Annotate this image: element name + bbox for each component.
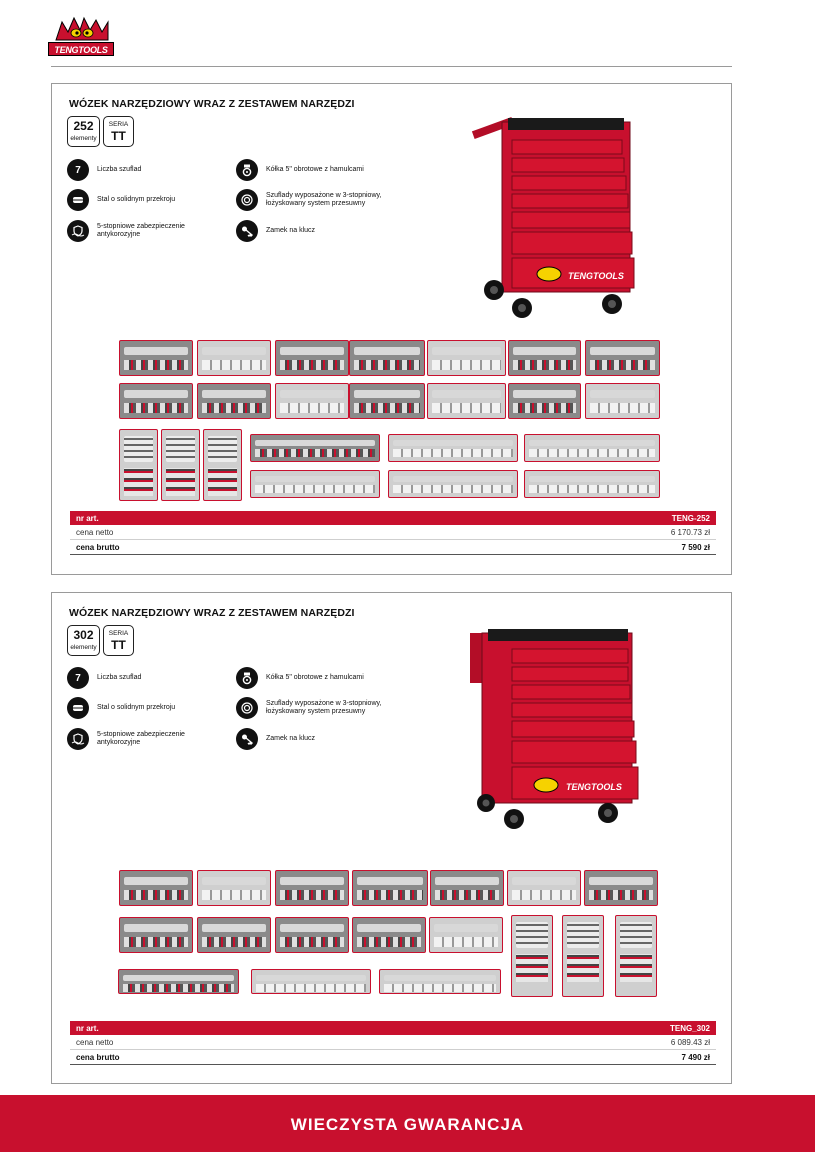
series-value: TT <box>111 638 126 652</box>
gross-price-row <box>70 540 716 555</box>
tool-tray-image <box>508 383 581 419</box>
tool-tray-image <box>197 383 271 419</box>
feature-label: Stal o solidnym przekroju <box>97 703 176 711</box>
gross-price-label: cena brutto <box>76 1052 120 1062</box>
tengtools-logo <box>48 14 118 56</box>
tool-tray-image <box>251 969 371 994</box>
slides-icon <box>236 189 258 211</box>
tool-tray-image <box>524 470 660 498</box>
logo-text: TENGTOOLS <box>48 42 114 56</box>
feature-label: Zamek na klucz <box>266 226 316 234</box>
tool-tray-image <box>507 870 581 906</box>
product-title: WÓZEK NARZĘDZIOWY WRAZ Z ZESTAWEM NARZĘDZI <box>69 607 355 619</box>
tool-tray-image <box>615 915 657 997</box>
svg-text:TENGTOOLS: TENGTOOLS <box>568 271 624 281</box>
feature-label: Liczba szuflad <box>97 673 142 681</box>
feature-label: Kółka 5" obrotowe z hamulcami <box>266 673 364 681</box>
feature-label: Zamek na klucz <box>266 734 316 742</box>
tool-tray-image <box>352 917 426 953</box>
net-price-label: cena netto <box>76 1037 114 1047</box>
feature-lock <box>236 220 396 242</box>
series-value: TT <box>111 129 126 143</box>
tool-tray-image <box>119 340 193 376</box>
tool-tray-image <box>161 429 200 501</box>
tool-tray-image <box>511 915 553 997</box>
gross-price-label: cena brutto <box>76 542 120 552</box>
tool-tray-image <box>508 340 581 376</box>
steel-icon <box>67 697 89 719</box>
tool-tray-image <box>427 383 506 419</box>
item-number-label: nr art. <box>76 513 99 523</box>
series-badge <box>103 116 134 147</box>
item-number-label: nr art. <box>76 1023 99 1033</box>
price-table <box>70 1021 716 1065</box>
slides-icon <box>236 697 258 719</box>
tool-tray-image <box>275 917 349 953</box>
tool-tray-image <box>585 340 660 376</box>
series-badge <box>103 625 134 656</box>
tool-tray-image <box>275 340 349 376</box>
wheel-icon <box>236 667 258 689</box>
logo-devil-icon <box>54 16 110 42</box>
item-number: TENG-252 <box>671 513 710 523</box>
price-header-row <box>70 511 716 525</box>
tool-tray-image <box>349 340 425 376</box>
feature-wheels <box>236 159 396 181</box>
feature-label: Kółka 5" obrotowe z hamulcami <box>266 165 364 173</box>
gross-price-value: 7 590 zł <box>681 542 710 552</box>
tool-tray-image <box>388 434 518 462</box>
key-icon <box>236 728 258 750</box>
feature-label: Stal o solidnym przekroju <box>97 195 176 203</box>
tool-tray-image <box>118 969 239 994</box>
tool-tray-image <box>430 870 504 906</box>
tool-tray-image <box>524 434 660 462</box>
price-header-row <box>70 1021 716 1035</box>
tool-tray-image <box>119 429 158 501</box>
tool-tray-image <box>275 870 349 906</box>
feature-steel <box>67 697 227 719</box>
tool-tray-image <box>203 429 242 501</box>
product-card-302 <box>51 592 732 1084</box>
tool-tray-image <box>429 917 503 953</box>
feature-corrosion <box>67 220 227 242</box>
feature-label: 5-stopniowe zabezpieczenie antykorozyjne <box>97 222 185 238</box>
tool-tray-image <box>388 470 518 498</box>
drawers-count-icon: 7 <box>67 667 89 689</box>
tool-tray-image <box>197 870 271 906</box>
feature-label: Szuflady wyposażone w 3-stopniowy, łożyskowany system przesuwny <box>266 699 382 715</box>
element-label: elementy <box>70 644 97 651</box>
feature-label: Szuflady wyposażone w 3-stopniowy, łożyskowany system przesuwny <box>266 191 382 207</box>
feature-lock <box>236 728 396 750</box>
net-price-value: 6 089.43 zł <box>670 1037 710 1047</box>
tool-tray-image <box>119 917 193 953</box>
series-label: SERIA <box>108 121 129 128</box>
guarantee-banner: WIECZYSTA GWARANCJA <box>0 1095 815 1152</box>
element-count: 252 <box>73 119 94 133</box>
steel-icon <box>67 189 89 211</box>
tool-tray-image <box>584 870 658 906</box>
feature-drawers <box>67 159 227 181</box>
tool-tray-image <box>379 969 501 994</box>
header-divider <box>51 66 732 67</box>
tool-tray-image <box>585 383 660 419</box>
price-table <box>70 511 716 555</box>
tool-tray-image <box>119 870 193 906</box>
product-card-252 <box>51 83 732 575</box>
feature-label: Liczba szuflad <box>97 165 142 173</box>
svg-text:TENGTOOLS: TENGTOOLS <box>566 782 622 792</box>
tool-tray-image <box>275 383 349 419</box>
tool-tray-image <box>562 915 604 997</box>
tool-tray-image <box>427 340 506 376</box>
corrosion-shield-icon <box>67 728 89 750</box>
tool-cart-image <box>464 102 644 324</box>
gross-price-value: 7 490 zł <box>681 1052 710 1062</box>
tool-tray-image <box>197 340 271 376</box>
element-count-badge <box>67 625 100 656</box>
tool-tray-image <box>349 383 425 419</box>
net-price-row <box>70 525 716 540</box>
tool-tray-image <box>352 870 428 906</box>
tool-cart-image <box>462 623 644 833</box>
drawers-count-icon: 7 <box>67 159 89 181</box>
element-label: elementy <box>70 135 97 142</box>
feature-corrosion <box>67 728 227 750</box>
feature-label: 5-stopniowe zabezpieczenie antykorozyjne <box>97 730 185 746</box>
tool-tray-image <box>197 917 271 953</box>
feature-slides <box>236 189 396 211</box>
feature-drawers <box>67 667 227 689</box>
product-title: WÓZEK NARZĘDZIOWY WRAZ Z ZESTAWEM NARZĘDZI <box>69 98 355 110</box>
feature-wheels <box>236 667 396 689</box>
key-icon <box>236 220 258 242</box>
element-count-badge <box>67 116 100 147</box>
gross-price-row <box>70 1050 716 1065</box>
tool-tray-image <box>250 470 380 498</box>
item-number: TENG_302 <box>669 1023 710 1033</box>
corrosion-shield-icon <box>67 220 89 242</box>
feature-steel <box>67 189 227 211</box>
tool-tray-image <box>250 434 380 462</box>
series-label: SERIA <box>108 630 129 637</box>
feature-slides <box>236 697 396 719</box>
wheel-icon <box>236 159 258 181</box>
net-price-value: 6 170.73 zł <box>670 527 710 537</box>
net-price-row <box>70 1035 716 1050</box>
element-count: 302 <box>73 628 94 642</box>
tool-tray-image <box>119 383 193 419</box>
net-price-label: cena netto <box>76 527 114 537</box>
